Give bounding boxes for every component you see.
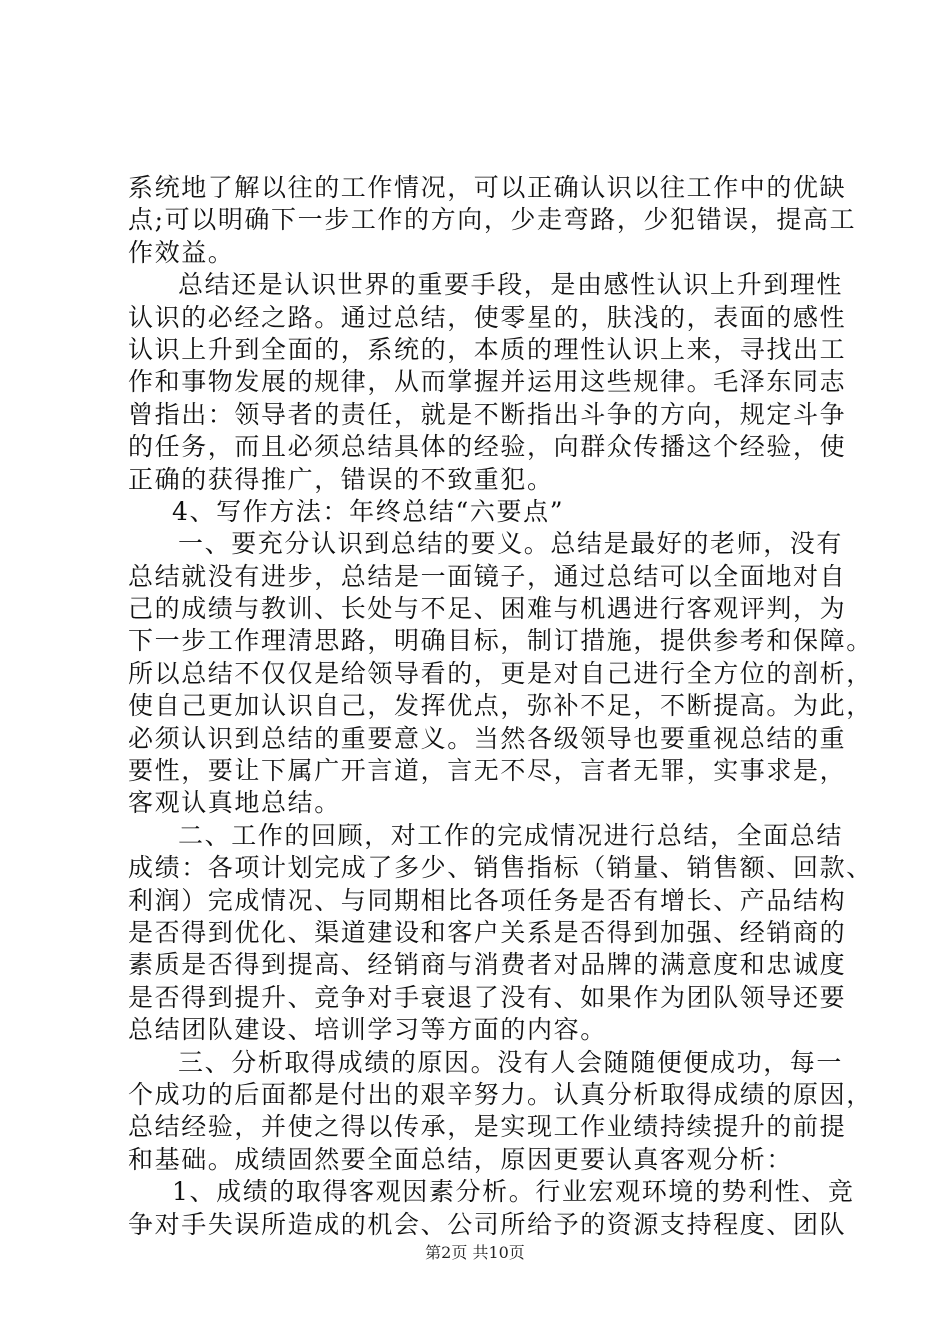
text-line: 点;可以明确下一步工作的方向，少走弯路，少犯错误，提高工 [128,205,857,235]
text-line: 总结团队建设、培训学习等方面的内容。 [128,1015,607,1045]
text-line: 利润）完成情况、与同期相比各项任务是否有增长、产品结构 [128,885,847,915]
text-line: 成绩：各项计划完成了多少、销售指标（销量、销售额、回款、 [128,853,873,883]
text-line: 使自己更加认识自己，发挥优点，弥补不足，不断提高。为此， [128,691,873,721]
section-heading: 4、写作方法：年终总结“六要点” [172,496,565,526]
text-line: 是否得到优化、渠道建设和客户关系是否得到加强、经销商的 [128,917,847,947]
text-line: 要性，要让下属广开言道，言无不尽，言者无罪，实事求是， [128,756,847,786]
text-line: 的任务，而且必须总结具体的经验，向群众传播这个经验，使 [128,432,847,462]
text-line: 是否得到提升、竞争对手衰退了没有、如果作为团队领导还要 [128,982,847,1012]
paragraph-start-line: 一、要充分认识到总结的要义。总结是最好的老师，没有 [178,529,844,559]
text-line: 认识上升到全面的，系统的，本质的理性认识上来，寻找出工 [128,334,847,364]
text-line: 曾指出：领导者的责任，就是不断指出斗争的方向，规定斗争 [128,399,847,429]
text-line: 认识的必经之路。通过总结，使零星的，肤浅的，表面的感性 [128,302,847,332]
text-line: 和基础。成绩固然要全面总结，原因更要认真客观分析： [128,1144,794,1174]
text-line: 所以总结不仅仅是给领导看的，更是对自己进行全方位的剖析， [128,658,873,688]
paragraph-start-line: 三、分析取得成绩的原因。没有人会随随便便成功，每一 [178,1047,844,1077]
paragraph-start-line: 二、工作的回顾，对工作的完成情况进行总结，全面总结 [178,820,844,850]
page-footer: 第2页 共10页 [425,1243,525,1262]
text-line: 系统地了解以往的工作情况，可以正确认识以往工作中的优缺 [128,173,847,202]
paragraph-start-line: 1、成绩的取得客观因素分析。行业宏观环境的势利性、竞 [172,1177,855,1207]
text-line: 下一步工作理清思路，明确目标，制订措施，提供参考和保障。 [128,626,873,656]
text-line: 素质是否得到提高、经销商与消费者对品牌的满意度和忠诚度 [128,950,847,980]
text-line: 争对手失误所造成的机会、公司所给予的资源支持程度、团队 [128,1209,847,1239]
text-line: 个成功的后面都是付出的艰辛努力。认真分析取得成绩的原因， [128,1079,873,1109]
text-line: 客观认真地总结。 [128,788,341,818]
text-line: 总结经验，并使之得以传承，是实现工作业绩持续提升的前提 [128,1112,847,1142]
text-line: 作和事物发展的规律，从而掌握并运用这些规律。毛泽东同志 [128,367,847,397]
text-line: 正确的获得推广，错误的不致重犯。 [128,464,554,494]
text-line: 作效益。 [128,237,235,267]
text-line: 己的成绩与教训、长处与不足、困难与机遇进行客观评判，为 [128,594,847,624]
text-line: 总结就没有进步，总结是一面镜子，通过总结可以全面地对自 [128,561,847,591]
text-line: 必须认识到总结的重要意义。当然各级领导也要重视总结的重 [128,723,847,753]
paragraph-start-line: 总结还是认识世界的重要手段，是由感性认识上升到理性 [178,270,844,300]
document-body [128,172,873,1241]
